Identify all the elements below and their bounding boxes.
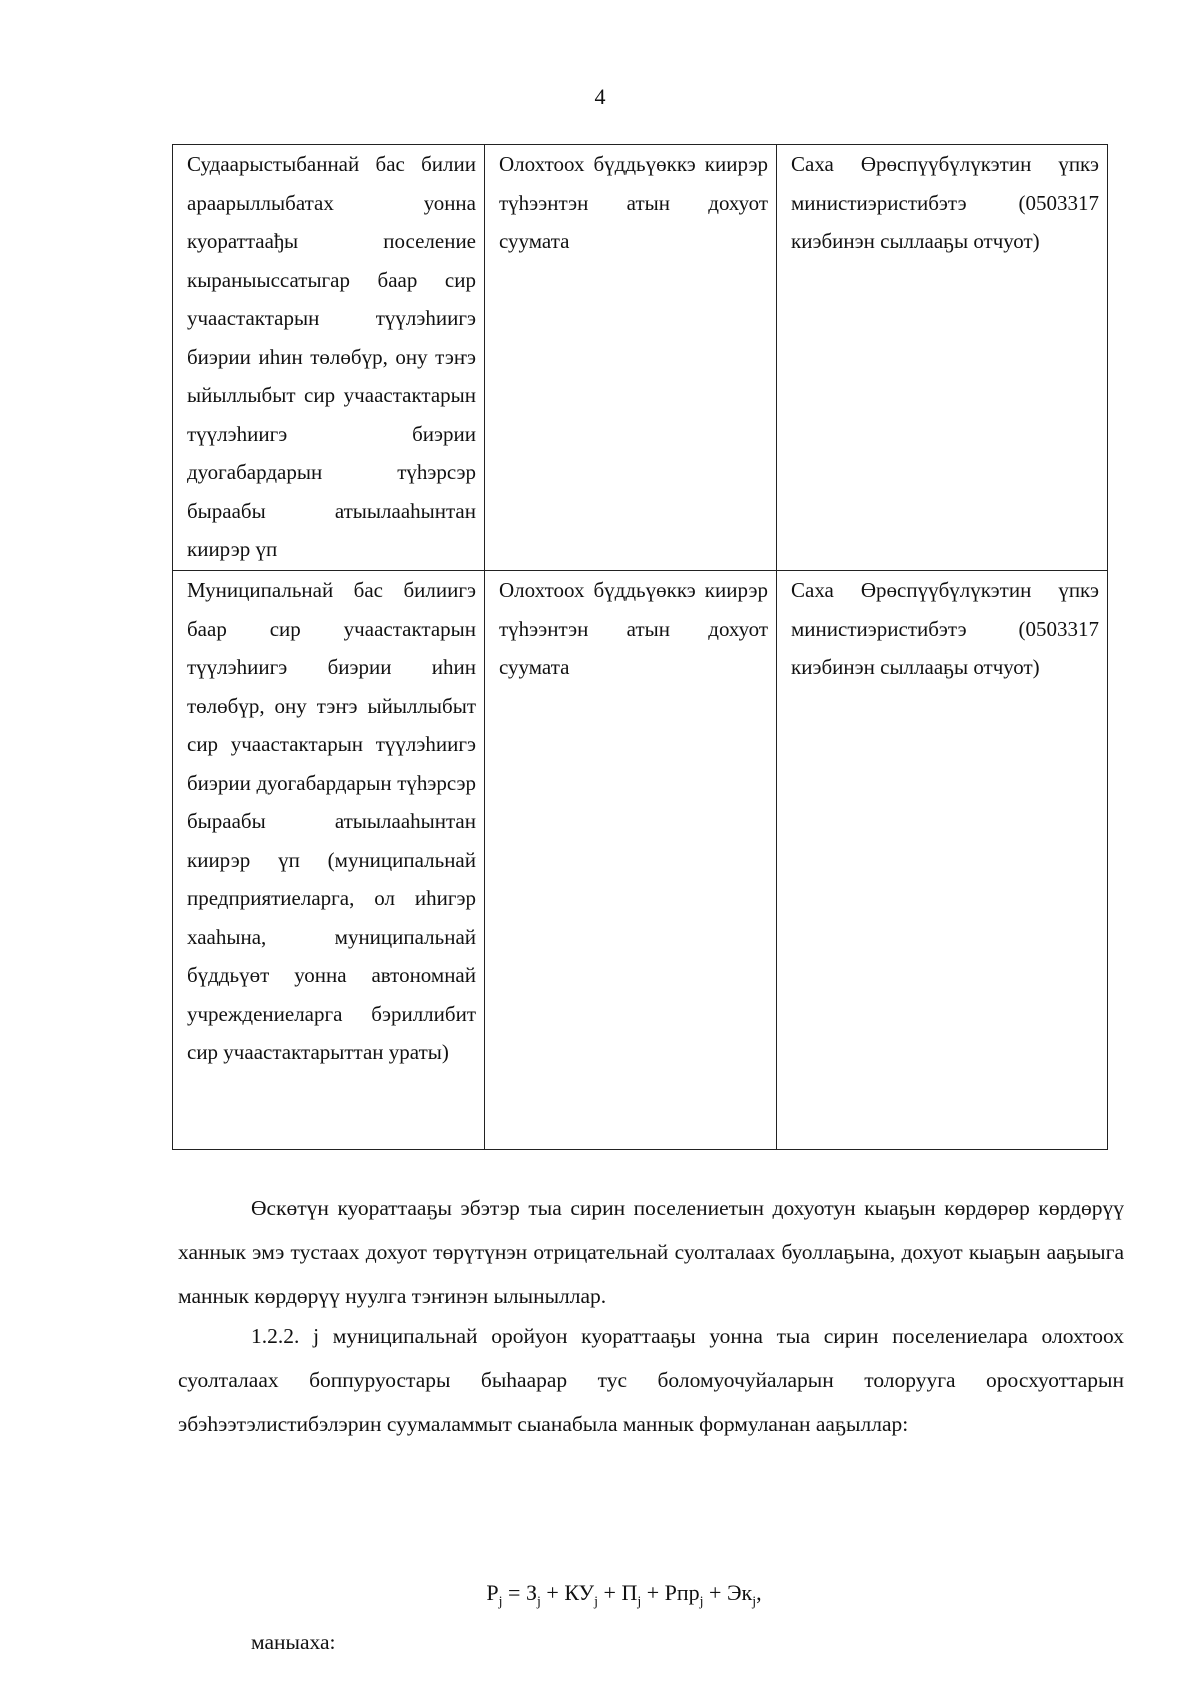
- table-cell-source: [485, 571, 777, 1150]
- formula-term: Рпр$_j$ +: [664, 1580, 727, 1610]
- table-row: [173, 571, 1108, 1150]
- formula-term: $П_j$ +: [621, 1580, 665, 1610]
- source-text: Олохтоох бүддьүөккэ киирэр түһээнтэн атын дохуот суумата: [499, 152, 768, 253]
- source-text: Олохтоох бүддьүөккэ киирэр түһээнтэн атын дохуот суумата: [499, 578, 768, 679]
- table-cell-income: [173, 145, 485, 571]
- formula-term: $З_j$ +: [525, 1580, 565, 1610]
- table-cell-income: [173, 571, 485, 1150]
- income-text: Муниципальнай бас билиигэ баар сир учаастактарын түүлэһиигэ биэрии иһин төлөбүр, ону тэҥэ ыйыллыбыт сир учаастактарын түүлэһиигэ биэрии дуогабардарын түһэрсэр быраабы атыылааһынтан киирэр үп (муниципальнай предприятиеларга, ол иһигэр хааһына, муниципальнай бүддьүөт уонна автономнай учреждениеларга бэриллибит сир учаастактарыттан ураты): [187, 578, 476, 1064]
- paragraph-negative-income: Өскөтүн куораттааҕы эбэтэр тыа сирин поселениетын дохуотун кыаҕын көрдөрөр көрдөрүү ханнык эмэ тустаах дохуот төрүтүнэн отрицательнай суолталаах буоллаҕына, дохуот кыаҕын ааҕыыга маннык көрдөрүү нуулга тэҥинэн ылыныллар.: [178, 1196, 1124, 1308]
- income-text: Судаарыстыбаннай бас билии араарыллыбатах уонна куораттаађы поселение кыраныыссатыгар баар сир учаастактарын түүлэһиигэ биэрии иһин төлөбүр, ону тэҥэ ыйыллыбыт сир учаастактарын түүлэһиигэ биэрии дуогабардарын түһэрсэр быраабы атыылааһынтан киирэр үп: [187, 152, 476, 561]
- table-row: [173, 145, 1108, 571]
- formula: [0, 1580, 1200, 1610]
- where-label: маныаха:: [251, 1630, 336, 1654]
- formula-term: $КУ_j$ +: [564, 1580, 622, 1610]
- formula-term: $P_j$ =: [486, 1580, 526, 1610]
- reporting-text: Саха Өрөспүүбүлүкэтин үпкэ министиэристибэтэ (0503317 киэбинэн сыллааҕы отчуот): [791, 152, 1099, 253]
- table-cell-reporting: [777, 145, 1108, 571]
- paragraph-1-2-2: 1.2.2. j муниципальнай оройуон куораттааҕы уонна тыа сирин поселениелара олохтоох суолталаах боппуруостары быһаарар тус боломуочуйаларын толоруугa оросхуоттарын эбэһээтэлистибэлэрин суумаламмыт сыанабыла маннык формуланан ааҕыллар:: [178, 1324, 1124, 1436]
- formula-term: $Эк_j$,: [726, 1580, 762, 1610]
- reporting-text: Саха Өрөспүүбүлүкэтин үпкэ министиэристибэтэ (0503317 киэбинэн сыллааҕы отчуот): [791, 578, 1099, 679]
- income-sources-table: [172, 144, 1108, 1150]
- table-cell-reporting: [777, 571, 1108, 1150]
- page-number: 4: [594, 84, 606, 109]
- table-cell-source: [485, 145, 777, 571]
